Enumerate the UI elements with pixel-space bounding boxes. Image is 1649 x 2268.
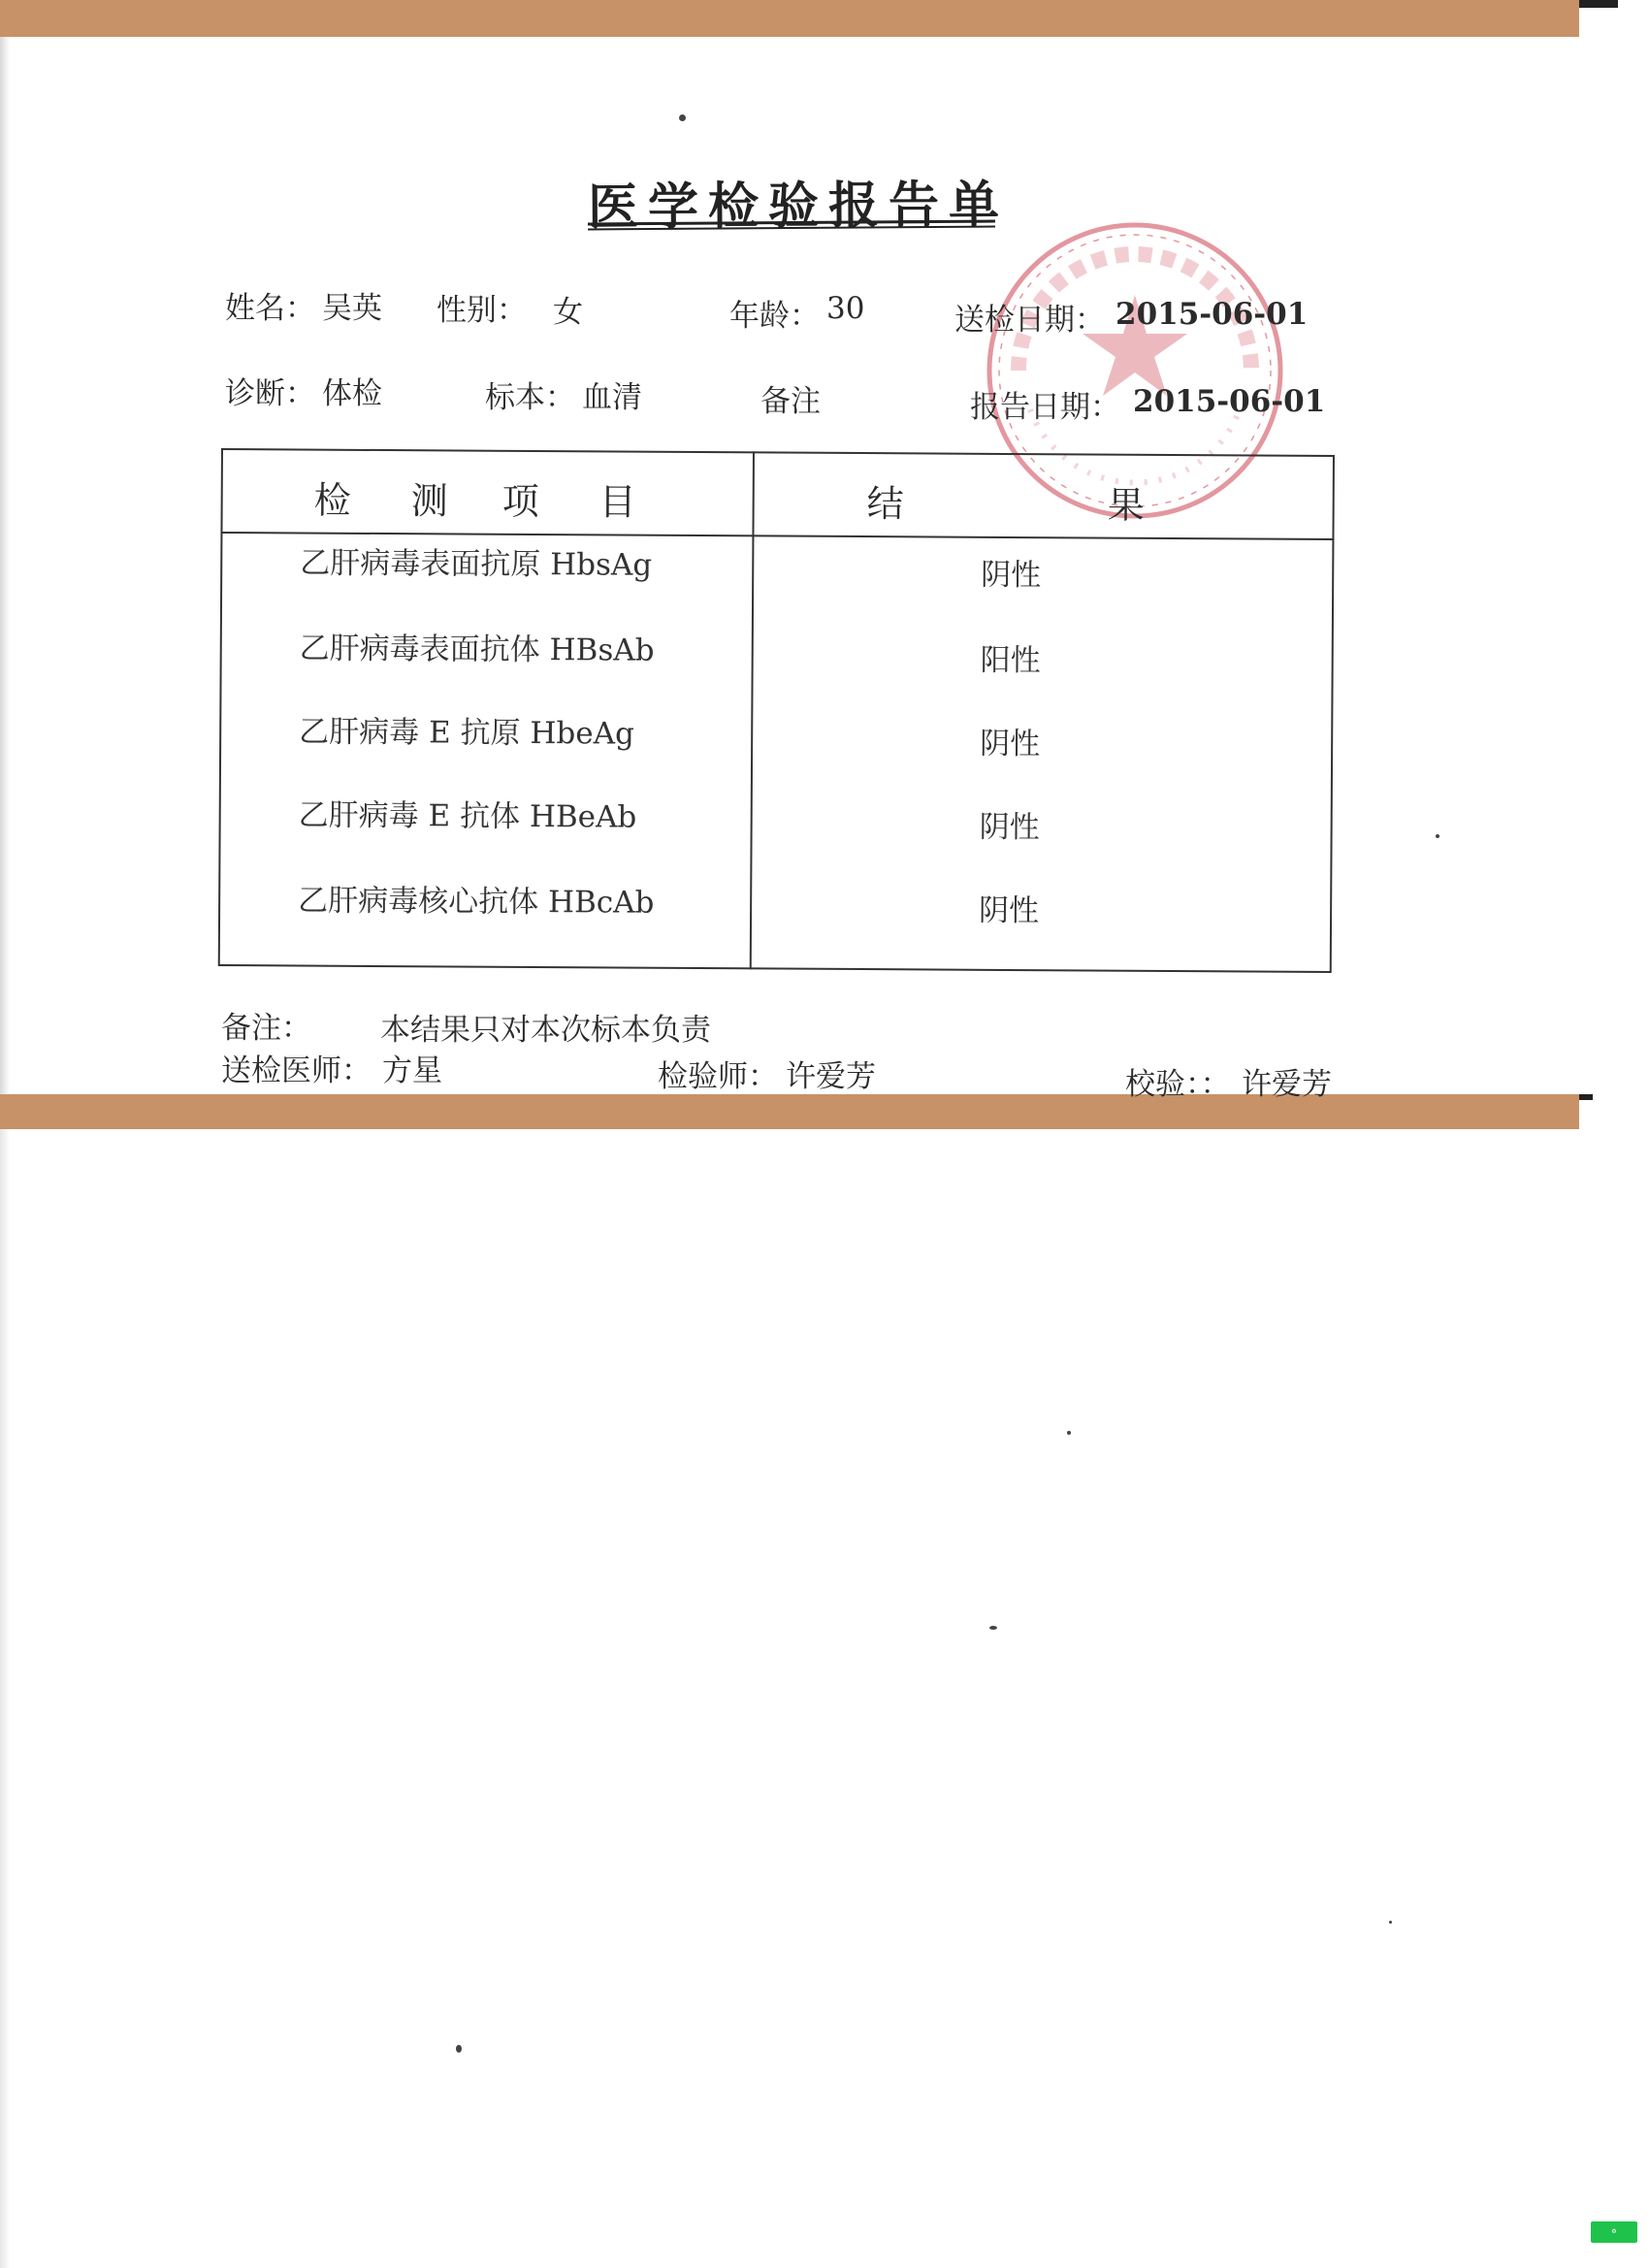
specimen: 血清 [582,380,642,415]
test-result: 阳性 [980,642,1041,679]
sex-label: 性别： [436,293,527,328]
header-item-char: 测 [410,479,448,523]
test-result: 阴性 [980,726,1041,762]
tester-label: 检验师： [658,1059,778,1094]
recycle-badge-icon: ♻ [1591,2221,1637,2243]
submit-date: 2015-06-01 [1116,297,1309,332]
report-title: 医学检验报告单 [587,175,1010,238]
doctor-label: 送检医师： [221,1053,372,1088]
footer-remark-label: 备注： [221,1011,311,1046]
test-item-name: 乙肝病毒核心抗体 HBcAb [298,883,655,921]
patient-sex: 女 [553,295,583,330]
test-item-name: 乙肝病毒 E 抗原 HbeAg [299,714,634,752]
test-item-name: 乙肝病毒表面抗体 HBsAb [299,631,655,668]
dust-speck [679,114,686,121]
diagnosis-label: 诊断： [225,376,315,411]
test-result: 阴性 [979,809,1040,846]
scan-shadow-left [0,37,10,1094]
checker-label: 校验：： [1125,1067,1231,1102]
header-item-char: 项 [501,479,539,524]
dust-speck [1067,1431,1071,1435]
header-item-char: 目 [598,480,636,524]
remark-label-header: 备注 [760,384,821,419]
scan-border-bottom [0,1094,1579,1129]
header-result-char: 果 [1107,483,1145,527]
footer-remark-text: 本结果只对本次标本负责 [380,1013,711,1048]
dust-speck [989,1626,997,1630]
specimen-label: 标本： [485,380,575,415]
checker-name: 许爱芳 [1242,1067,1332,1102]
tester-name: 许爱芳 [786,1059,876,1094]
patient-age: 30 [826,291,865,326]
diagnosis: 体检 [322,376,382,411]
test-item-name: 乙肝病毒表面抗原 HbsAg [300,545,653,583]
results-table [218,448,1335,973]
submit-date-label: 送检日期： [954,303,1105,338]
header-item-char: 检 [313,478,351,522]
age-label: 年龄： [729,299,820,334]
test-result: 阴性 [978,892,1040,929]
scan-edge-mark-top [1579,0,1618,8]
patient-name: 吴英 [322,291,382,326]
dust-speck [1436,834,1439,838]
dust-speck [456,2045,462,2053]
test-result: 阴性 [981,557,1042,594]
report-date-label: 报告日期： [970,390,1120,425]
scan-shadow-left-lower [0,1129,10,2268]
dust-speck [1389,1921,1392,1924]
scan-edge-mark-bottom [1579,1094,1593,1100]
report-date: 2015-06-01 [1133,384,1326,419]
header-result-char: 结 [866,482,904,526]
doctor-name: 方星 [382,1053,442,1088]
scan-border-top [0,0,1579,37]
test-item-name: 乙肝病毒 E 抗体 HBeAb [298,797,637,835]
name-label: 姓名： [225,291,315,326]
